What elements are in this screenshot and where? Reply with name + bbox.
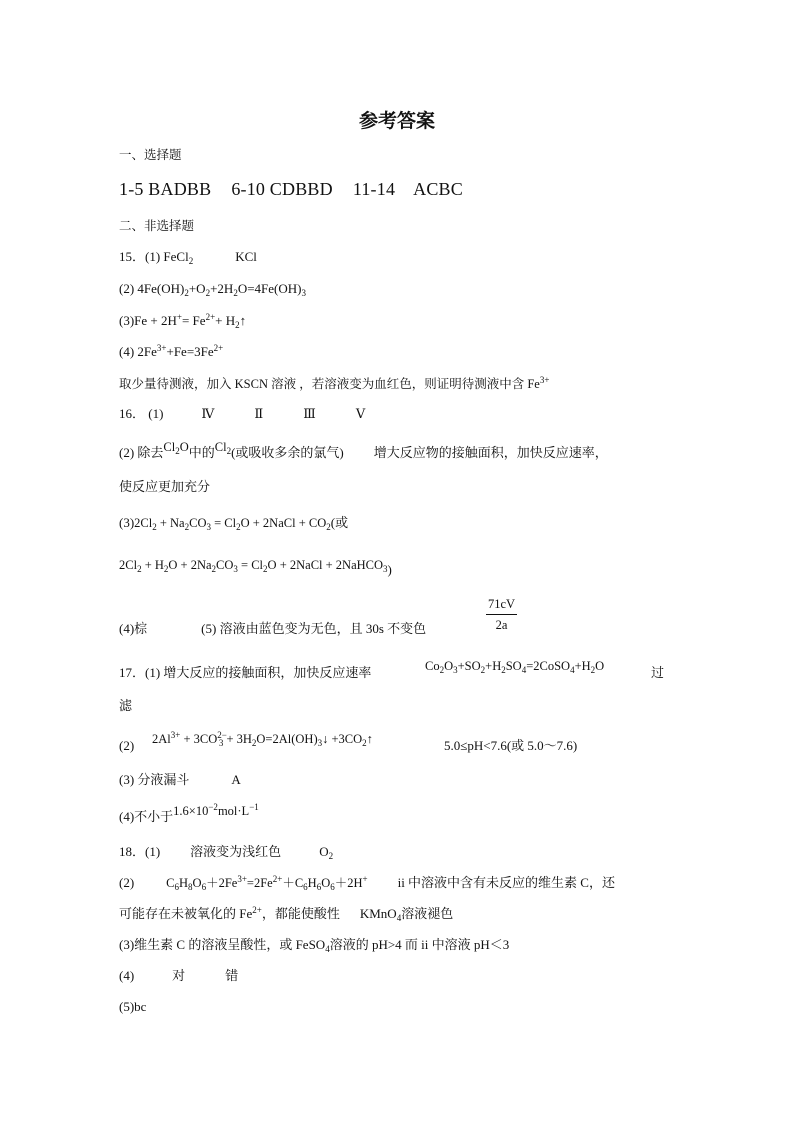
q16-line-4: $(3)2Cl_2 + Na_2CO_3 = Cl_2O$ + 2NaCl + $CO_2$(或	[119, 515, 349, 532]
answers-11-14-label: 11-14	[352, 179, 396, 199]
answers-11-14: ACBC	[413, 179, 463, 199]
q18-line-1: 18．(1) 溶液变为浅红色 $O_2$	[119, 844, 334, 861]
q17-line-2: 滤	[119, 698, 133, 713]
q18-line-2: (2) $C_6H_8O_6+2Fe^{3+}=2Fe^{2+}+C_6H_6O_6+2H^+$ ii 中溶液中含有未反应的维生素 C，还	[119, 874, 615, 892]
q17-line-5: (4)不小于$1.6\times 10^{-2}mol\cdot L^{-1}$	[119, 802, 259, 824]
q16-line-6: (4)棕 (5) 溶液由蓝色变为无色，且 30s 不变色	[119, 621, 427, 636]
q15-line-4: (4) $2Fe^{3+}+Fe=3Fe^{2+}$	[119, 343, 224, 359]
answers-6-10: 6-10 CDBBD	[231, 179, 333, 199]
q16-fraction	[486, 597, 517, 633]
q17-line-3-label: (2)	[119, 738, 135, 753]
answers-1-5: 1-5 BADBB	[119, 179, 212, 199]
q17-equation-1: $Co_2O_3+SO_2+H_2SO_4=2CoSO_4+H_2O$	[425, 659, 605, 675]
q18-line-4: (3)维生素 C 的溶液呈酸性，或 FeSO$_4$溶液的 pH>4 而 ii 中溶液 pH＜3	[119, 937, 510, 954]
q15-line-3: $(3)Fe + 2H^+= Fe^{2+}+$ $H_2↑$	[119, 312, 247, 330]
q16-line-3: 使反应更加充分	[119, 479, 211, 494]
section-heading-choice: 一、选择题	[119, 148, 182, 162]
choice-answers	[119, 180, 463, 198]
q15-line-1: 15．(1) FeCl$_2$ KCl	[119, 249, 257, 266]
q17-ph-range: 5.0≤pH<7.6(或 5.0～7.6)	[444, 738, 578, 753]
q17-equation-2: $2Al^{3+} + 3CO^{2-}_3$ + $3H_2O=2Al(OH)_3↓$ $+3CO_2↑$	[152, 730, 373, 748]
q15-line-2: (2) $4Fe(OH)_2+O_2+2H_2O=4Fe(OH)_3$	[119, 281, 306, 298]
q17-line-1: 17．(1) 增大反应的接触面积，加快反应速率	[119, 665, 372, 680]
section-heading-nonchoice: 二、非选择题	[119, 219, 195, 233]
q18-line-6: (5)bc	[119, 999, 147, 1014]
q16-line-2: (2) 除去$Cl_2O$中的$Cl_2$(或吸收多余的氯气) 增大反应物的接触面积，加快反应速率，	[119, 440, 608, 460]
q17-line-1-tail: 过	[651, 665, 665, 680]
q18-line-3: 可能存在未被氧化的 $Fe^{2+}$，都能使酸性 KMnO$_4$溶液褪色	[119, 905, 454, 923]
q18-line-5: (4) 对 错	[119, 968, 239, 983]
page-title: 参考答案	[358, 110, 435, 132]
q17-line-4: (3) 分液漏斗 A	[119, 772, 241, 787]
q15-line-5: 取少量待测液，加入 KSCN 溶液 ，若溶液变为血红色，则证明待测液中含 $Fe^{3+}$	[119, 375, 550, 391]
fraction-denominator: 2a	[495, 618, 508, 632]
q16-line-5: $2Cl_2 + H_2O + 2Na_2CO_3 = Cl_2O$ + 2NaCl + 2NaHCO$_3$)	[119, 558, 392, 577]
fraction-numerator: 71cV	[486, 597, 517, 615]
q16-line-1: 16． (1) Ⅳ Ⅱ Ⅲ Ⅴ	[119, 406, 366, 421]
